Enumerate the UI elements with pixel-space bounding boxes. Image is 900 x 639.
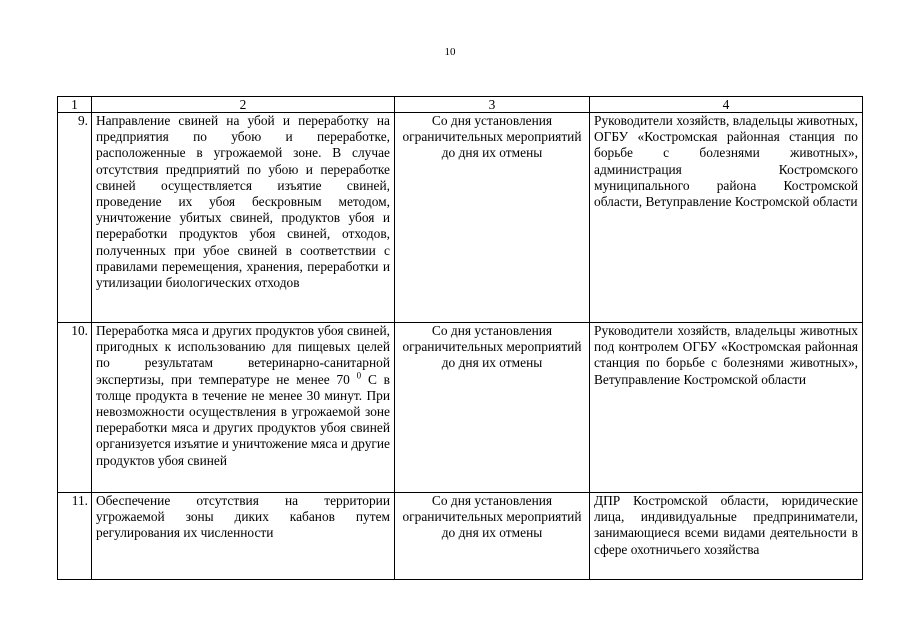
table-row bbox=[58, 113, 863, 323]
column-header: 1 bbox=[58, 97, 92, 113]
column-header: 4 bbox=[590, 97, 863, 113]
term-cell: Со дня установления ограничительных мероприятий до дня их отмены bbox=[395, 493, 590, 580]
measure-cell bbox=[92, 323, 395, 493]
degree-superscript: 0 bbox=[356, 370, 362, 381]
row-number: 9. bbox=[58, 113, 92, 323]
header-row bbox=[58, 97, 863, 113]
page-number: 10 bbox=[444, 46, 456, 58]
column-header: 3 bbox=[395, 97, 590, 113]
column-header: 2 bbox=[92, 97, 395, 113]
responsible-cell: ДПР Костромской области, юридические лица, индивидуальные предприниматели, занимающиеся всеми видами деятельности в сфере охотничьего хозяйства bbox=[590, 493, 863, 580]
measures-table bbox=[57, 96, 863, 580]
term-cell: Со дня установления ограничительных мероприятий до дня их отмены bbox=[395, 113, 590, 323]
measure-text-end: С в толще продукта в течение не менее 30 минут. При невозможности осуществления в угрожаемой зоне переработки мяса и других продуктов убоя свиней организуется изъятие и уничтожение мяса и другие продуктов убоя свиней bbox=[96, 371, 391, 468]
measure-text-start: Переработка мяса и других продуктов убоя свиней, пригодных к использованию для пищевых целей по результатам ветеринарно-санитарной экспертизы, при температуре не менее 70 bbox=[96, 323, 390, 387]
responsible-cell: Руководители хозяйств, владельцы животных под контролем ОГБУ «Костромская районная станция по борьбе с болезнями животных», Ветуправление Костромской области bbox=[590, 323, 863, 493]
responsible-cell: Руководители хозяйств, владельцы животных, ОГБУ «Костромская районная станция по борьбе с болезнями животных», администрация Костромского муниципального района Костромской области, Ветуправление Костромской области bbox=[590, 113, 863, 323]
table-row bbox=[58, 493, 863, 580]
row-number: 10. bbox=[58, 323, 92, 493]
measure-cell: Обеспечение отсутствия на территории угрожаемой зоны диких кабанов путем регулирования их численности bbox=[92, 493, 395, 580]
measure-cell: Направление свиней на убой и переработку на предприятия по убою и переработке, расположенные в угрожаемой зоне. В случае отсутствия предприятий по убою и переработке свиней осуществляется изъятие свиней, проведение их убоя бескровным методом, уничтожение убитых свиней, продуктов убоя и переработки продуктов убоя свиней, отходов, полученных при убое свиней в соответствии с правилами перемещения, хранения, переработки и утилизации биологических отходов bbox=[92, 113, 395, 323]
table-row bbox=[58, 323, 863, 493]
row-number: 11. bbox=[58, 493, 92, 580]
term-cell: Со дня установления ограничительных мероприятий до дня их отмены bbox=[395, 323, 590, 493]
